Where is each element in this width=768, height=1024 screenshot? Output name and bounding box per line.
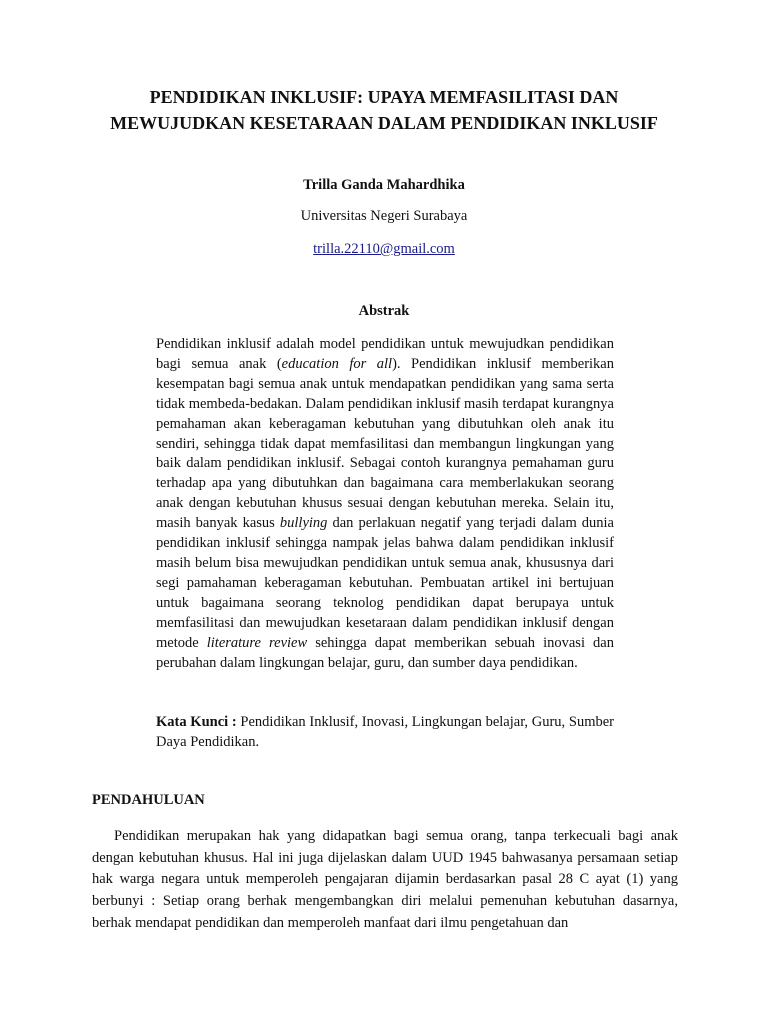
- abstract-text-2: ). Pendidikan inklusif memberikan kesempatan bagi semua anak untuk mendapatkan pendidikan yang sama serta tidak membeda-bedakan. Dalam pendidikan inklusif masih terdapat kurangnya pemahaman akan keberagaman kebutuhan yang dibutuhkan oleh anak itu sendiri, sehingga tidak dapat memfasilitasi dan membangun lingkungan yang baik dalam pendidikan inklusif. Sebagai contoh kurangnya pemahaman guru terhadap apa yang dibutuhkan dan bagaimana cara memberlakukan seorang anak dengan kebutuhan khusus sesuai dengan kebutuhan mereka. Selain itu, masih banyak kasus: [156, 355, 614, 532]
- abstract-body: [156, 335, 614, 673]
- title-line-1: PENDIDIKAN INKLUSIF: UPAYA MEMFASILITASI DAN: [149, 87, 619, 107]
- author-email: [0, 241, 768, 258]
- introduction-heading: PENDAHULUAN: [92, 792, 205, 808]
- abstract-text-4: sehingga dapat memberikan sebuah inovasi dan perubahan dalam lingkungan belajar, guru, dan sumber daya pendidikan.: [156, 634, 614, 671]
- abstract-italic-bullying: bullying: [279, 515, 328, 532]
- keywords: [156, 713, 614, 753]
- introduction-body: Pendidikan merupakan hak yang didapatkan bagi semua orang, tanpa terkecuali bagi anak dengan kebutuhan khusus. Hal ini juga dijelaskan dalam UUD 1945 bahwasanya persamaan setiap hak warga negara untuk memperoleh pengajaran dijamin berdasarkan pasal 28 C ayat (1) yang berbunyi : Setiap orang berhak mengembangkan diri melalui pemenuhan kebutuhan dasarnya, berhak mendapat pendidikan dan memperoleh manfaat dari ilmu pengetahuan dan: [92, 828, 678, 931]
- abstract-italic-literature-review: literature review: [206, 634, 308, 651]
- abstract-heading: Abstrak: [358, 303, 410, 319]
- keywords-text: Pendidikan Inklusif, Inovasi, Lingkungan belajar, Guru, Sumber Daya Pendidikan.: [156, 714, 614, 750]
- paper-title: [60, 84, 708, 136]
- author-name: Trilla Ganda Mahardhika: [303, 177, 465, 193]
- abstract-text-3: dan perlakuan negatif yang terjadi dalam dunia pendidikan inklusif sehingga nampak jelas bahwa dalam pendidikan inklusif masih belum bisa mewujudkan pendidikan untuk semua anak, khususnya dari segi pamahaman keberagaman kebutuhan. Pembuatan artikel ini bertujuan untuk bagaimana seorang teknolog pendidikan dapat berupaya untuk memfasilitasi dan mewujudkan kesetaraan dalam pendidikan inklusif dengan metode: [156, 515, 614, 651]
- keywords-label: Kata Kunci :: [156, 714, 237, 730]
- author-affiliation: Universitas Negeri Surabaya: [300, 208, 468, 224]
- title-line-2: MEWUJUDKAN KESETARAAN DALAM PENDIDIKAN INKLUSIF: [110, 113, 658, 133]
- author-email-link[interactable]: trilla.22110@gmail.com: [313, 241, 455, 257]
- abstract-italic-education-for-all: education for all: [281, 355, 393, 372]
- abstract-text-1: Pendidikan inklusif adalah model pendidikan untuk mewujudkan pendidikan bagi semua anak (: [156, 336, 614, 372]
